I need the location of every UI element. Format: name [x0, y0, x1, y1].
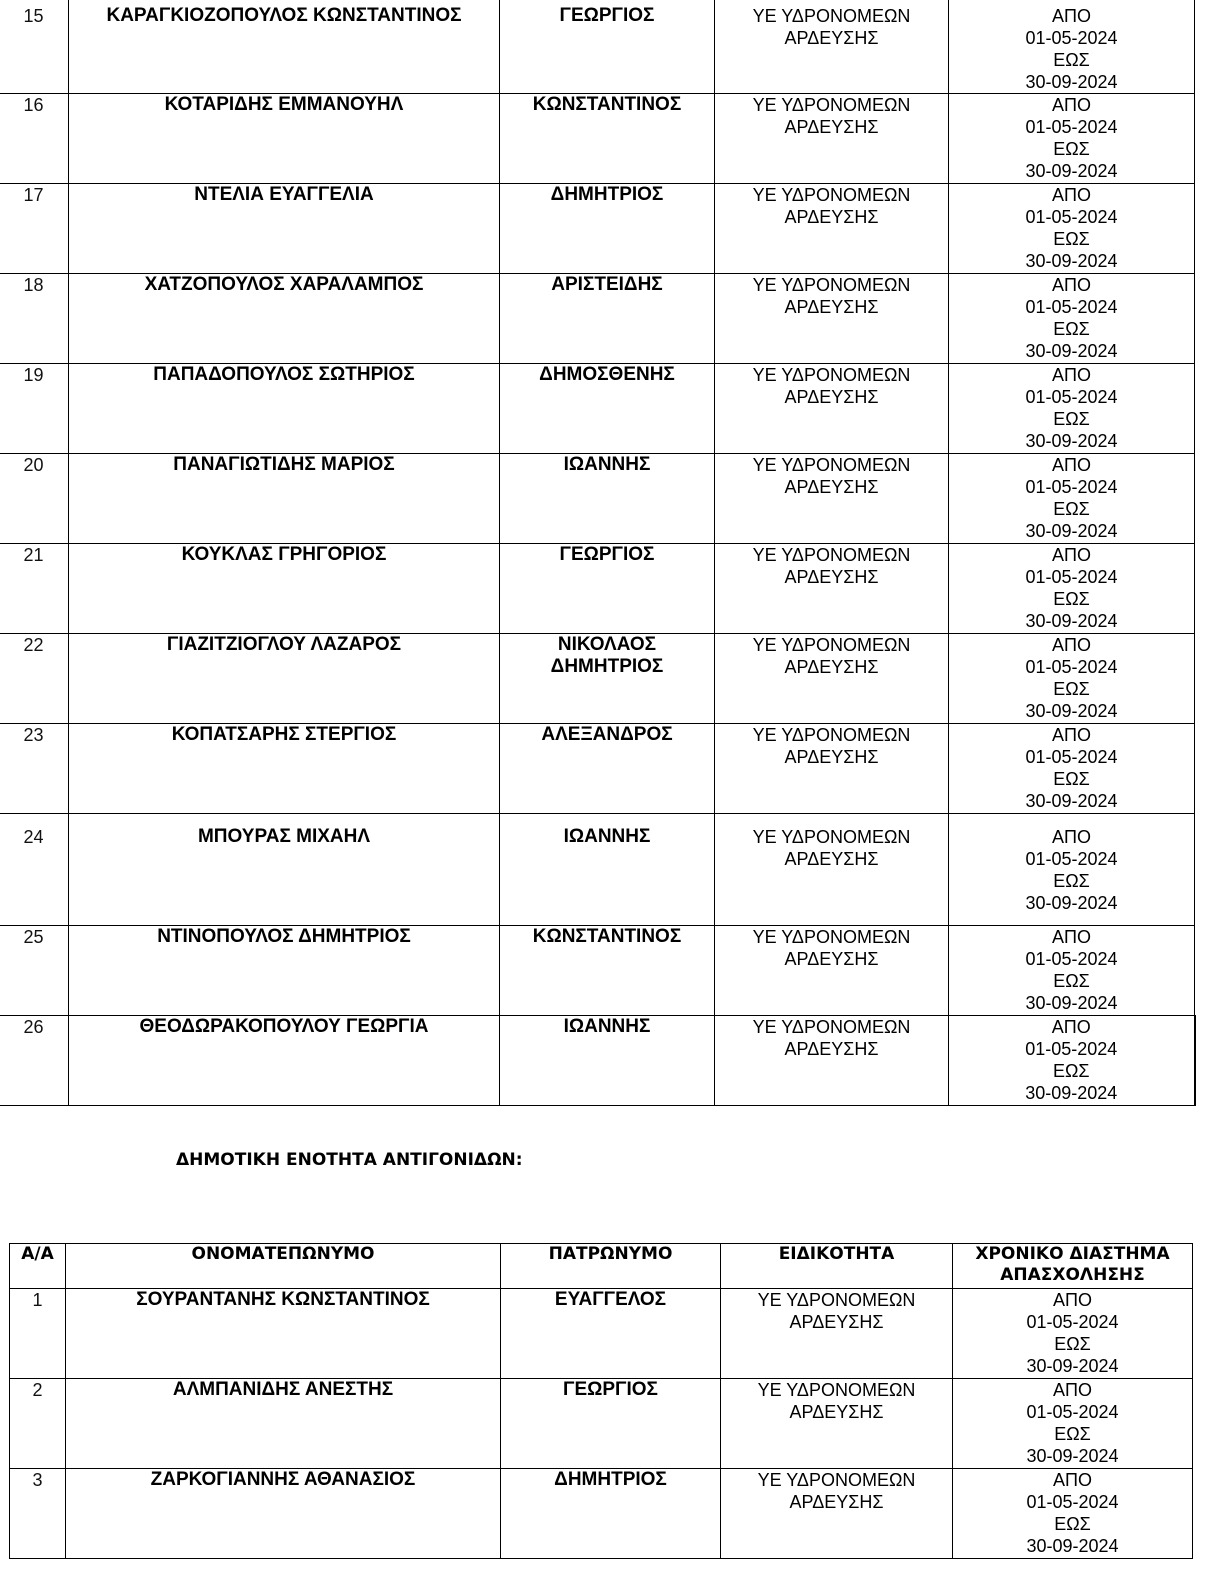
table-row [0, 926, 1195, 1016]
employment-period-line: ΕΩΣ [1054, 1514, 1091, 1534]
specialty [715, 274, 949, 364]
father-name [500, 0, 715, 94]
employment-period-line: ΕΩΣ [1053, 769, 1090, 789]
specialty [715, 634, 949, 724]
employees-table-lower [9, 1243, 1193, 1559]
specialty-line: ΥΕ ΥΔΡΟΝΟΜΕΩΝ [752, 927, 911, 947]
employment-period-line: 01-05-2024 [1025, 1039, 1118, 1059]
specialty [715, 814, 949, 926]
employment-period-line: 30-09-2024 [1026, 1536, 1119, 1556]
specialty-line: ΑΡΔΕΥΣΗΣ [784, 117, 879, 137]
employment-period-line: ΑΠΟ [1051, 275, 1091, 295]
specialty-line: ΥΕ ΥΔΡΟΝΟΜΕΩΝ [752, 6, 911, 26]
specialty-line: ΑΡΔΕΥΣΗΣ [789, 1312, 884, 1332]
specialty-line: ΥΕ ΥΔΡΟΝΟΜΕΩΝ [752, 635, 911, 655]
employment-period-line: ΑΠΟ [1052, 1290, 1092, 1310]
employment-period-line: ΕΩΣ [1053, 871, 1090, 891]
employment-period-line: 30-09-2024 [1026, 1356, 1119, 1376]
father-name [500, 724, 715, 814]
full-name: ΚΑΡΑΓΚΙΟΖΟΠΟΥΛΟΣ ΚΩΝΣΤΑΝΤΙΝΟΣ [69, 0, 500, 94]
father-name [500, 274, 715, 364]
table-row [0, 364, 1195, 454]
full-name: ΖΑΡΚΟΓΙΑΝΝΗΣ ΑΘΑΝΑΣΙΟΣ [66, 1469, 501, 1559]
table-row [0, 724, 1195, 814]
full-name: ΣΟΥΡΑΝΤΑΝΗΣ ΚΩΝΣΤΑΝΤΙΝΟΣ [66, 1289, 501, 1379]
employment-period-line: ΕΩΣ [1053, 499, 1090, 519]
employment-period-line: ΕΩΣ [1053, 971, 1090, 991]
employment-period-line: 01-05-2024 [1026, 1402, 1119, 1422]
father-name-line: ΙΩΑΝΝΗΣ [563, 826, 651, 847]
employment-period-line: 01-05-2024 [1025, 28, 1118, 48]
father-name-line: ΚΩΝΣΤΑΝΤΙΝΟΣ [532, 926, 682, 947]
table-row [0, 1016, 1195, 1106]
table-row [0, 454, 1195, 544]
father-name-line: ΙΩΑΝΝΗΣ [563, 454, 651, 475]
employment-period-line: ΑΠΟ [1051, 455, 1091, 475]
specialty-line: ΥΕ ΥΔΡΟΝΟΜΕΩΝ [752, 827, 911, 847]
header-father: ΠΑΤΡΩΝΥΜΟ [501, 1244, 721, 1289]
father-name-line: ΔΗΜΗΤΡΙΟΣ [550, 656, 664, 677]
employment-period [953, 1379, 1193, 1469]
employment-period [949, 454, 1195, 544]
specialty-line: ΥΕ ΥΔΡΟΝΟΜΕΩΝ [752, 365, 911, 385]
specialty-line: ΑΡΔΕΥΣΗΣ [784, 849, 879, 869]
header-no: Α/Α [10, 1244, 66, 1289]
employment-period-line: ΑΠΟ [1051, 95, 1091, 115]
father-name-line: ΔΗΜΗΤΡΙΟΣ [550, 184, 664, 205]
employment-period [949, 724, 1195, 814]
specialty-line: ΑΡΔΕΥΣΗΣ [789, 1402, 884, 1422]
specialty [715, 544, 949, 634]
father-name-line: ΓΕΩΡΓΙΟΣ [559, 5, 655, 26]
father-name [500, 1016, 715, 1106]
employment-period-line: ΑΠΟ [1051, 827, 1091, 847]
specialty-line: ΥΕ ΥΔΡΟΝΟΜΕΩΝ [757, 1290, 916, 1310]
employment-period [949, 926, 1195, 1016]
table-row [0, 94, 1195, 184]
father-name [501, 1469, 721, 1559]
employment-period-line: ΕΩΣ [1053, 229, 1090, 249]
specialty-line: ΥΕ ΥΔΡΟΝΟΜΕΩΝ [752, 455, 911, 475]
header-period-line: ΧΡΟΝΙΚΟ ΔΙΑΣΤΗΜΑ [975, 1244, 1170, 1264]
table-row [10, 1469, 1193, 1559]
row-number: 23 [0, 724, 69, 814]
father-name [500, 184, 715, 274]
row-number: 18 [0, 274, 69, 364]
employment-period-line: ΑΠΟ [1051, 1017, 1091, 1037]
employment-period-line: 30-09-2024 [1025, 161, 1118, 181]
employment-period-line: ΕΩΣ [1053, 409, 1090, 429]
row-number: 24 [0, 814, 69, 926]
table-row [10, 1289, 1193, 1379]
employment-period-line: 30-09-2024 [1025, 1083, 1118, 1103]
specialty [715, 0, 949, 94]
employment-period [949, 634, 1195, 724]
father-name-line: ΔΗΜΟΣΘΕΝΗΣ [539, 364, 675, 385]
father-name [500, 814, 715, 926]
specialty-line: ΥΕ ΥΔΡΟΝΟΜΕΩΝ [752, 545, 911, 565]
employment-period [949, 364, 1195, 454]
specialty-line: ΑΡΔΕΥΣΗΣ [784, 1039, 879, 1059]
specialty [715, 926, 949, 1016]
table-row [0, 274, 1195, 364]
specialty [715, 454, 949, 544]
table-row [0, 814, 1195, 926]
row-number: 3 [10, 1469, 66, 1559]
specialty-line: ΑΡΔΕΥΣΗΣ [784, 949, 879, 969]
employment-period-line: ΕΩΣ [1053, 50, 1090, 70]
specialty-line: ΥΕ ΥΔΡΟΝΟΜΕΩΝ [757, 1470, 916, 1490]
employment-period-line: 01-05-2024 [1025, 949, 1118, 969]
employment-period-line: 01-05-2024 [1025, 297, 1118, 317]
father-name-line: ΓΕΩΡΓΙΟΣ [559, 544, 655, 565]
full-name: ΧΑΤΖΟΠΟΥΛΟΣ ΧΑΡΑΛΑΜΠΟΣ [69, 274, 500, 364]
specialty [715, 364, 949, 454]
father-name-line: ΑΛΕΞΑΝΔΡΟΣ [541, 724, 673, 745]
table-row [0, 184, 1195, 274]
specialty-line: ΥΕ ΥΔΡΟΝΟΜΕΩΝ [752, 725, 911, 745]
employment-period-line: 30-09-2024 [1025, 611, 1118, 631]
full-name: ΘΕΟΔΩΡΑΚΟΠΟΥΛΟΥ ΓΕΩΡΓΙΑ [69, 1016, 500, 1106]
specialty-line: ΑΡΔΕΥΣΗΣ [784, 747, 879, 767]
specialty-line: ΑΡΔΕΥΣΗΣ [789, 1492, 884, 1512]
employment-period-line: ΑΠΟ [1051, 725, 1091, 745]
employment-period-line: 01-05-2024 [1025, 567, 1118, 587]
specialty-line: ΥΕ ΥΔΡΟΝΟΜΕΩΝ [752, 275, 911, 295]
employment-period-line: 30-09-2024 [1025, 72, 1118, 92]
specialty-line: ΥΕ ΥΔΡΟΝΟΜΕΩΝ [757, 1380, 916, 1400]
employment-period-line: ΑΠΟ [1052, 1380, 1092, 1400]
employment-period-line: ΕΩΣ [1053, 679, 1090, 699]
specialty [721, 1379, 953, 1469]
employment-period-line: ΑΠΟ [1051, 927, 1091, 947]
specialty-line: ΥΕ ΥΔΡΟΝΟΜΕΩΝ [752, 95, 911, 115]
employment-period [949, 94, 1195, 184]
row-number: 22 [0, 634, 69, 724]
employment-period-line: ΕΩΣ [1054, 1334, 1091, 1354]
employment-period-line: 01-05-2024 [1026, 1492, 1119, 1512]
father-name-line: ΑΡΙΣΤΕΙΔΗΣ [551, 274, 663, 295]
specialty-line: ΥΕ ΥΔΡΟΝΟΜΕΩΝ [752, 185, 911, 205]
father-name [500, 454, 715, 544]
row-number: 25 [0, 926, 69, 1016]
father-name-line: ΝΙΚΟΛΑΟΣ [557, 634, 657, 655]
specialty [715, 184, 949, 274]
employment-period-line: 01-05-2024 [1025, 387, 1118, 407]
full-name: ΜΠΟΥΡΑΣ ΜΙΧΑΗΛ [69, 814, 500, 926]
employment-period-line: 01-05-2024 [1025, 657, 1118, 677]
header-row [10, 1244, 1193, 1289]
employment-period [953, 1469, 1193, 1559]
employment-period-line: 30-09-2024 [1025, 701, 1118, 721]
employment-period [949, 544, 1195, 634]
specialty-line: ΑΡΔΕΥΣΗΣ [784, 207, 879, 227]
employment-period-line: 30-09-2024 [1025, 993, 1118, 1013]
row-number: 21 [0, 544, 69, 634]
full-name: ΠΑΠΑΔΟΠΟΥΛΟΣ ΣΩΤΗΡΙΟΣ [69, 364, 500, 454]
full-name: ΝΤΙΝΟΠΟΥΛΟΣ ΔΗΜΗΤΡΙΟΣ [69, 926, 500, 1016]
father-name-line: ΓΕΩΡΓΙΟΣ [563, 1379, 658, 1400]
father-name [501, 1379, 721, 1469]
full-name: ΑΛΜΠΑΝΙΔΗΣ ΑΝΕΣΤΗΣ [66, 1379, 501, 1469]
specialty-line: ΑΡΔΕΥΣΗΣ [784, 28, 879, 48]
row-number: 16 [0, 94, 69, 184]
employment-period-line: ΑΠΟ [1051, 6, 1091, 26]
specialty-line: ΥΕ ΥΔΡΟΝΟΜΕΩΝ [752, 1017, 911, 1037]
specialty-line: ΑΡΔΕΥΣΗΣ [784, 477, 879, 497]
employment-period-line: ΑΠΟ [1051, 545, 1091, 565]
full-name: ΝΤΕΛΙΑ ΕΥΑΓΓΕΛΙΑ [69, 184, 500, 274]
header-specialty: ΕΙΔΙΚΟΤΗΤΑ [721, 1244, 953, 1289]
employment-period-line: 01-05-2024 [1025, 117, 1118, 137]
specialty [715, 724, 949, 814]
father-name-line: ΔΗΜΗΤΡΙΟΣ [554, 1469, 667, 1490]
employment-period-line: 30-09-2024 [1025, 341, 1118, 361]
full-name: ΠΑΝΑΓΙΩΤΙΔΗΣ ΜΑΡΙΟΣ [69, 454, 500, 544]
employment-period [949, 1016, 1195, 1106]
specialty [721, 1469, 953, 1559]
father-name-line: ΚΩΝΣΤΑΝΤΙΝΟΣ [532, 94, 682, 115]
father-name-line: ΕΥΑΓΓΕΛΟΣ [554, 1289, 667, 1310]
lower-table-body [10, 1289, 1193, 1559]
full-name: ΓΙΑΖΙΤΖΙΟΓΛΟΥ ΛΑΖΑΡΟΣ [69, 634, 500, 724]
header-name: ΟΝΟΜΑΤΕΠΩΝΥΜΟ [66, 1244, 501, 1289]
father-name [501, 1289, 721, 1379]
table-row [10, 1379, 1193, 1469]
father-name [500, 634, 715, 724]
row-number: 26 [0, 1016, 69, 1106]
employment-period-line: ΑΠΟ [1051, 365, 1091, 385]
table-row [0, 544, 1195, 634]
employment-period-line: 01-05-2024 [1025, 747, 1118, 767]
specialty-line: ΑΡΔΕΥΣΗΣ [784, 567, 879, 587]
specialty [715, 1016, 949, 1106]
employment-period-line: ΕΩΣ [1053, 589, 1090, 609]
father-name [500, 926, 715, 1016]
employment-period-line: 01-05-2024 [1025, 477, 1118, 497]
employment-period-line: ΕΩΣ [1053, 319, 1090, 339]
header-period-line: ΑΠΑΣΧΟΛΗΣΗΣ [1000, 1265, 1145, 1285]
row-number: 19 [0, 364, 69, 454]
employment-period [953, 1289, 1193, 1379]
specialty [715, 94, 949, 184]
employment-period-line: ΑΠΟ [1052, 1470, 1092, 1490]
row-number: 1 [10, 1289, 66, 1379]
employment-period-line: 01-05-2024 [1026, 1312, 1119, 1332]
employment-period-line: 30-09-2024 [1025, 521, 1118, 541]
employment-period [949, 274, 1195, 364]
specialty-line: ΑΡΔΕΥΣΗΣ [784, 387, 879, 407]
employment-period-line: ΕΩΣ [1053, 139, 1090, 159]
employment-period-line: ΕΩΣ [1054, 1424, 1091, 1444]
employment-period-line: ΕΩΣ [1052, 1061, 1090, 1081]
employment-period-line: 01-05-2024 [1025, 849, 1118, 869]
table-row [0, 634, 1195, 724]
table-row [0, 0, 1195, 94]
employment-period-line: 30-09-2024 [1025, 431, 1118, 451]
header-period [953, 1244, 1193, 1289]
employment-period-line: 30-09-2024 [1025, 251, 1118, 271]
father-name [500, 544, 715, 634]
full-name: ΚΟΥΚΛΑΣ ΓΡΗΓΟΡΙΟΣ [69, 544, 500, 634]
row-number: 17 [0, 184, 69, 274]
specialty-line: ΑΡΔΕΥΣΗΣ [784, 657, 879, 677]
row-number: 2 [10, 1379, 66, 1469]
specialty-line: ΑΡΔΕΥΣΗΣ [784, 297, 879, 317]
employment-period [949, 184, 1195, 274]
father-name [500, 364, 715, 454]
row-number: 15 [0, 0, 69, 94]
employment-period-line: 30-09-2024 [1025, 893, 1118, 913]
employment-period-line: ΑΠΟ [1051, 185, 1091, 205]
full-name: ΚΟΤΑΡΙΔΗΣ ΕΜΜΑΝΟΥΗΛ [69, 94, 500, 184]
employment-period-line: 30-09-2024 [1025, 791, 1118, 811]
employment-period [949, 0, 1195, 94]
father-name [500, 94, 715, 184]
employment-period-line: 30-09-2024 [1026, 1446, 1119, 1466]
employment-period [949, 814, 1195, 926]
specialty [721, 1289, 953, 1379]
employment-period-line: 01-05-2024 [1025, 207, 1118, 227]
father-name-line: ΙΩΑΝΝΗΣ [563, 1016, 651, 1037]
full-name: ΚΟΠΑΤΣΑΡΗΣ ΣΤΕΡΓΙΟΣ [69, 724, 500, 814]
employment-period-line: ΑΠΟ [1051, 635, 1091, 655]
row-number: 20 [0, 454, 69, 544]
section-title: ΔΗΜΟΤΙΚΗ ΕΝΟΤΗΤΑ ΑΝΤΙΓΟΝΙΔΩΝ: [176, 1150, 523, 1170]
